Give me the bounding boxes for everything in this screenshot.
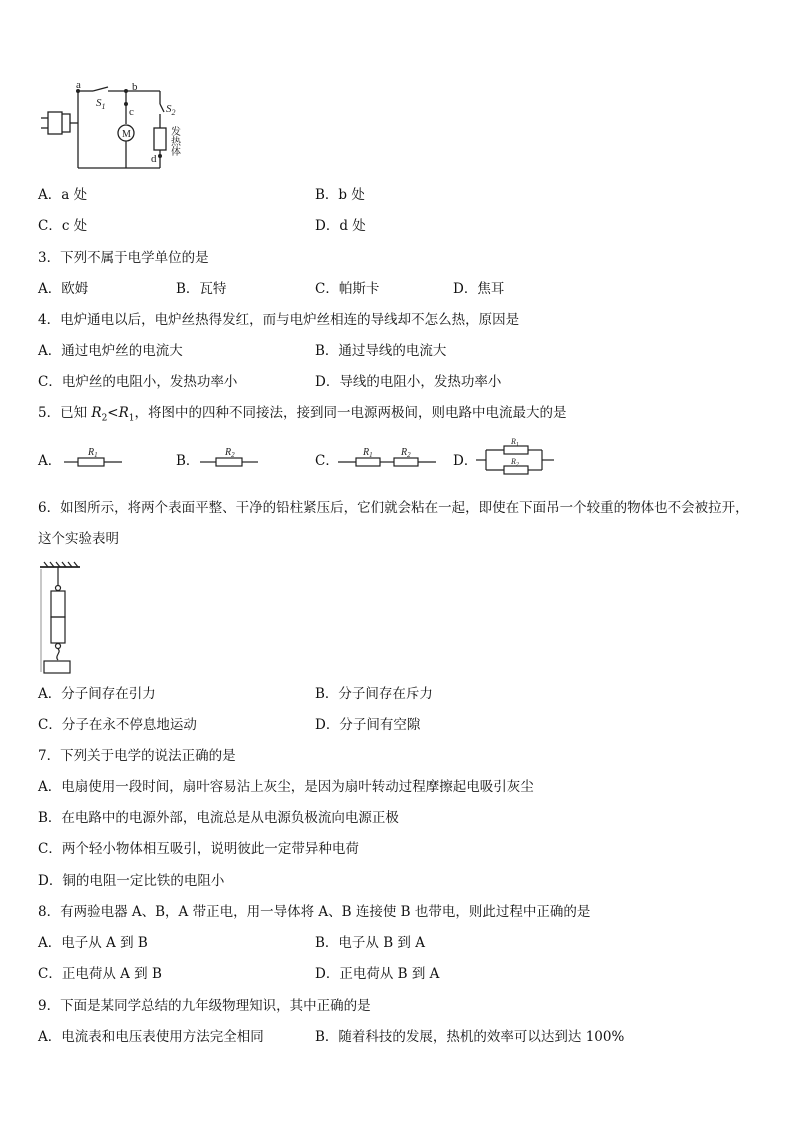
q5-option-c: C． [315,453,339,469]
label-b: b [132,81,138,93]
q6-option-d: D．分子间有空隙 [315,717,421,733]
q8-option-a: A．电子从 A 到 B [38,935,148,951]
q6-option-a: A．分子间存在引力 [38,686,156,702]
q3-option-d: D．焦耳 [453,281,505,297]
q5-option-b: B． [176,453,200,469]
q5-option-d: D． [453,453,478,469]
svg-text:R2: $R_2$ [511,457,519,468]
q4-option-d: D．导线的电阻小，发热功率小 [315,374,502,390]
q9-stem: 9．下面是某同学总结的九年级物理知识，其中正确的是 [38,998,371,1014]
label-a: a [76,79,81,91]
svg-text:R1: $R_1$ [511,437,519,448]
q9-option-a: A．电流表和电压表使用方法完全相同 [38,1029,264,1045]
q5-option-a: A． [38,453,62,469]
svg-text:R2: $R_2$ [401,447,411,459]
label-d: d [151,153,157,165]
q2-option-d: D．d 处 [315,218,366,234]
q4-stem: 4．电炉通电以后，电炉丝热得发红，而与电炉丝相连的导线却不怎么热，原因是 [38,312,520,328]
q7-stem: 7．下列关于电学的说法正确的是 [38,748,236,764]
q7-option-d: D．铜的电阻一定比铁的电阻小 [38,873,225,889]
q2-option-b: B．b 处 [315,187,365,203]
q2-circuit-diagram [38,79,218,178]
q6-option-c: C．分子在永不停息地运动 [38,717,197,733]
q6-option-b: B．分子间存在斥力 [315,686,433,702]
q8-option-b: B．电子从 B 到 A [315,935,425,951]
svg-text:R2: $R_2$ [225,447,235,459]
svg-text:R1: $R_1$ [363,447,373,459]
label-c: c [129,106,134,118]
q7-option-a: A．电扇使用一段时间，扇叶容易沾上灰尘，是因为扇叶转动过程摩擦起电吸引灰尘 [38,779,534,795]
q8-option-c: C．正电荷从 A 到 B [38,966,162,982]
q3-option-b: B．瓦特 [176,281,227,297]
label-s2: $S_2$ [166,103,176,117]
q8-stem: 8．有两验电器 A、B，A 带正电，用一导体将 A、B 连接使 B 也带电，则此过程中正确的是 [38,904,591,920]
q8-option-d: D．正电荷从 B 到 A [315,966,440,982]
q9-option-b: B．随着科技的发展，热机的效率可以达到达 100% [315,1029,625,1045]
q5-figure-a [64,446,124,470]
q6-stem-line1: 6．如图所示，将两个表面平整、干净的铅柱紧压后，它们就会粘在一起，即使在下面吊一个较重的物体也不会被拉开， [38,500,749,516]
q3-stem: 3．下列不属于电学单位的是 [38,250,209,266]
q5-figure-d [476,438,556,478]
q3-option-c: C．帕斯卡 [315,281,380,297]
q2-option-a: A．a 处 [38,187,88,203]
q6-lead-cylinder-figure [38,560,88,678]
q4-option-c: C．电炉丝的电阻小，发热功率小 [38,374,238,390]
q6-stem-line2: 这个实验表明 [38,531,119,547]
motor-label: M [122,129,131,140]
q4-option-b: B．通过导线的电流大 [315,343,447,359]
q5-figure-b [200,446,260,470]
label-s1: $S_1$ [96,97,106,111]
q3-option-a: A．欧姆 [38,281,89,297]
q5-figure-c [338,446,438,470]
heater-label: 发热体 [168,126,180,156]
svg-text:R1: $R_1$ [88,447,98,459]
q7-option-c: C．两个轻小物体相互吸引，说明彼此一定带异种电荷 [38,841,359,857]
q2-option-c: C．c 处 [38,218,88,234]
q7-option-b: B．在电路中的电源外部，电流总是从电源负极流向电源正极 [38,810,399,826]
q5-stem: 5．已知 $R_2<R_1$，将图中的四种不同接法，接到同一电源两极间，则电路中电流最大的是 [38,405,567,424]
q4-option-a: A．通过电炉丝的电流大 [38,343,183,359]
